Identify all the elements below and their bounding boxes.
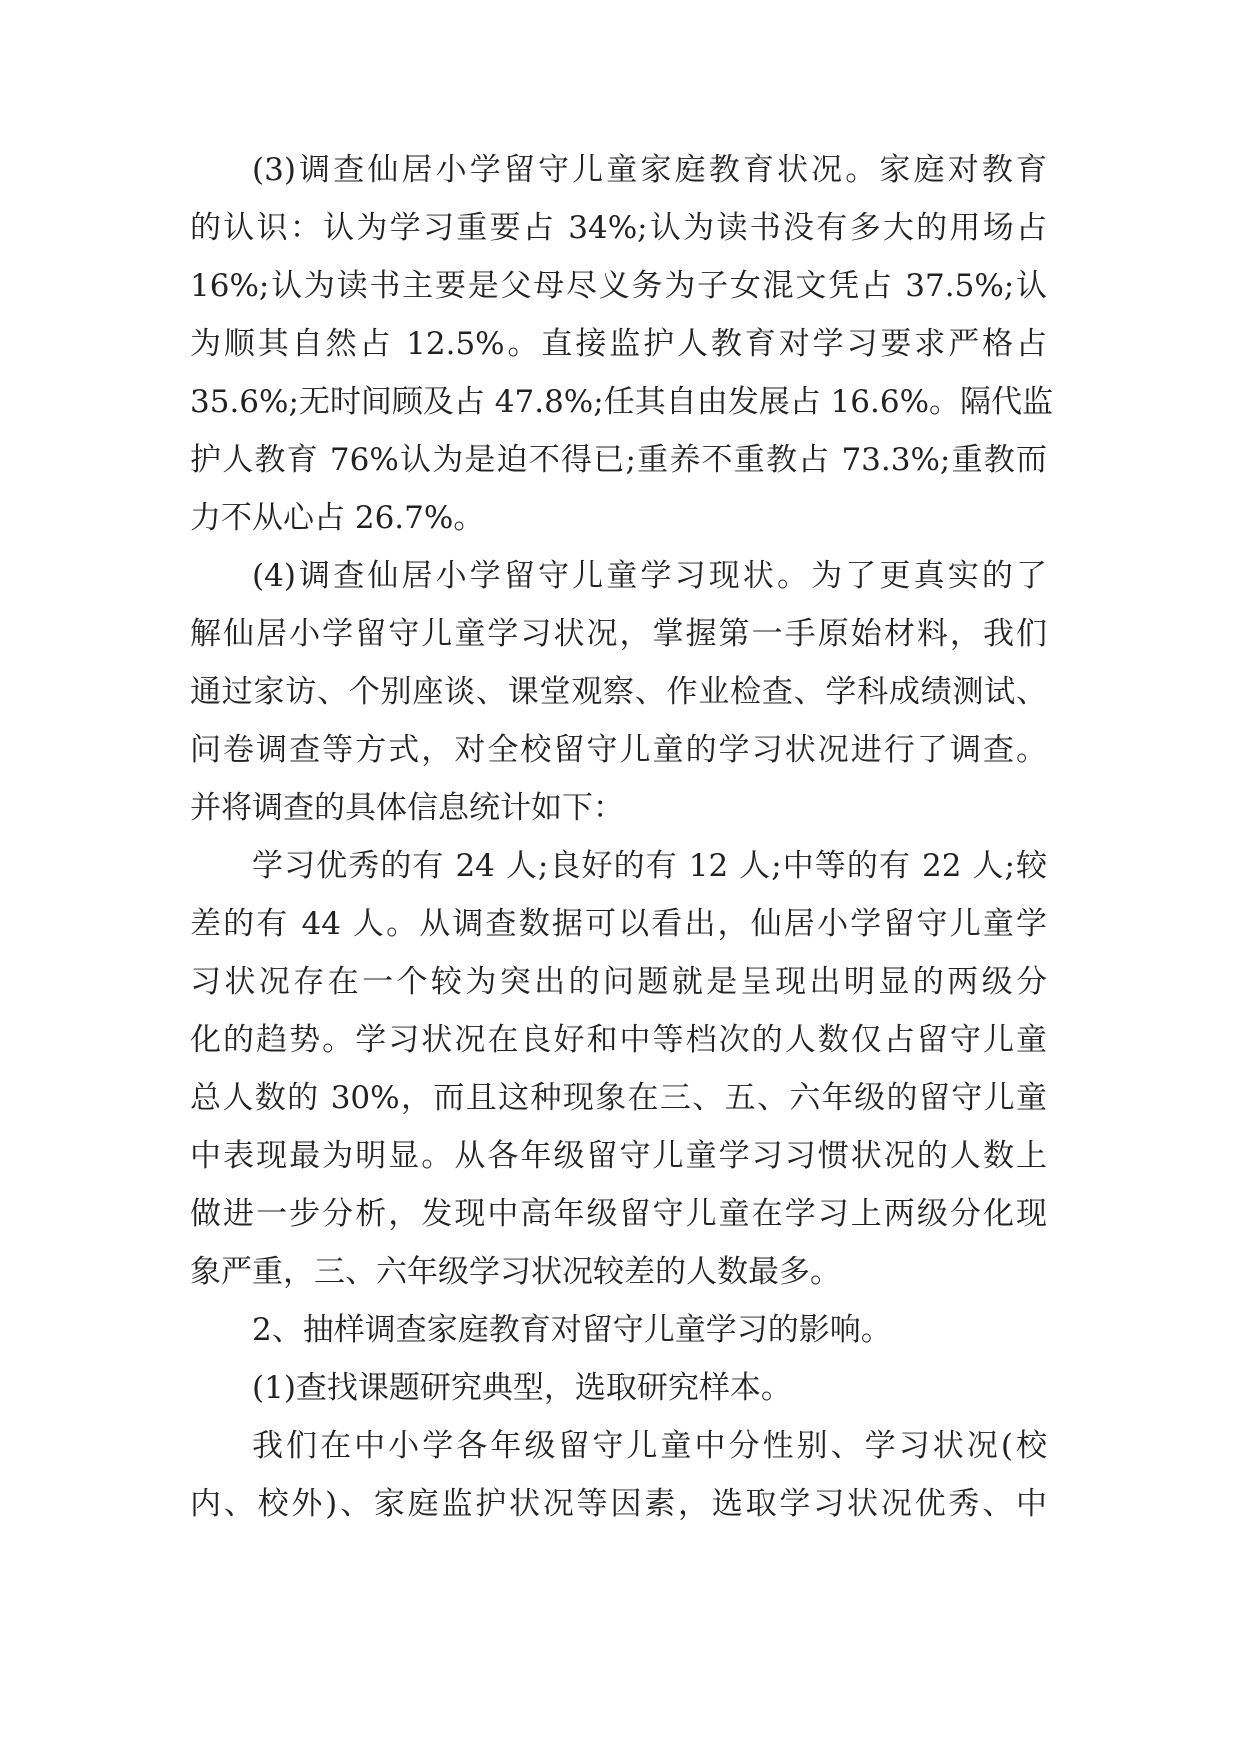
text-line: 象严重，三、六年级学习状况较差的人数最多。 xyxy=(190,1254,841,1290)
text-line: 我们在中小学各年级留守儿童中分性别、学习状况(校 xyxy=(252,1428,1047,1464)
text-line: 做进一步分析，发现中高年级留守儿童在学习上两级分化现 xyxy=(190,1196,1047,1232)
text-line: 35.6%;无时间顾及占 47.8%;任其自由发展占 16.6%。隔代监 xyxy=(190,384,1054,420)
text-line: (1)查找课题研究典型，选取研究样本。 xyxy=(252,1370,792,1406)
text-line: 化的趋势。学习状况在良好和中等档次的人数仅占留守儿童 xyxy=(190,1022,1047,1058)
text-line: 16%;认为读书主要是父母尽义务为子女混文凭占 37.5%;认 xyxy=(190,268,1047,304)
text-line: 学习优秀的有 24 人;良好的有 12 人;中等的有 22 人;较 xyxy=(252,848,1047,884)
text-line: 习状况存在一个较为突出的问题就是呈现出明显的两级分 xyxy=(190,964,1047,1000)
text-line: 护人教育 76%认为是迫不得已;重养不重教占 73.3%;重教而 xyxy=(190,442,1047,478)
text-line: 为顺其自然占 12.5%。直接监护人教育对学习要求严格占 xyxy=(190,326,1047,362)
text-line: 问卷调查等方式，对全校留守儿童的学习状况进行了调查。 xyxy=(190,732,1047,768)
text-line: 内、校外)、家庭监护状况等因素，选取学习状况优秀、中 xyxy=(190,1486,1047,1522)
text-line: 通过家访、个别座谈、课堂观察、作业检查、学科成绩测试、 xyxy=(190,674,1047,710)
text-line: (4)调查仙居小学留守儿童学习现状。为了更真实的了 xyxy=(252,558,1047,594)
text-line: 并将调查的具体信息统计如下： xyxy=(190,790,624,826)
text-line: 中表现最为明显。从各年级留守儿童学习习惯状况的人数上 xyxy=(190,1138,1047,1174)
text-line: 解仙居小学留守儿童学习状况，掌握第一手原始材料，我们 xyxy=(190,616,1047,652)
text-line: 总人数的 30%，而且这种现象在三、五、六年级的留守儿童 xyxy=(190,1080,1047,1116)
text-line: 的认识：认为学习重要占 34%;认为读书没有多大的用场占 xyxy=(190,210,1047,246)
text-line: (3)调查仙居小学留守儿童家庭教育状况。家庭对教育 xyxy=(252,152,1047,188)
text-line: 2、抽样调查家庭教育对留守儿童学习的影响。 xyxy=(252,1312,892,1348)
text-line: 力不从心占 26.7%。 xyxy=(190,500,485,536)
text-line: 差的有 44 人。从调查数据可以看出，仙居小学留守儿童学 xyxy=(190,906,1047,942)
